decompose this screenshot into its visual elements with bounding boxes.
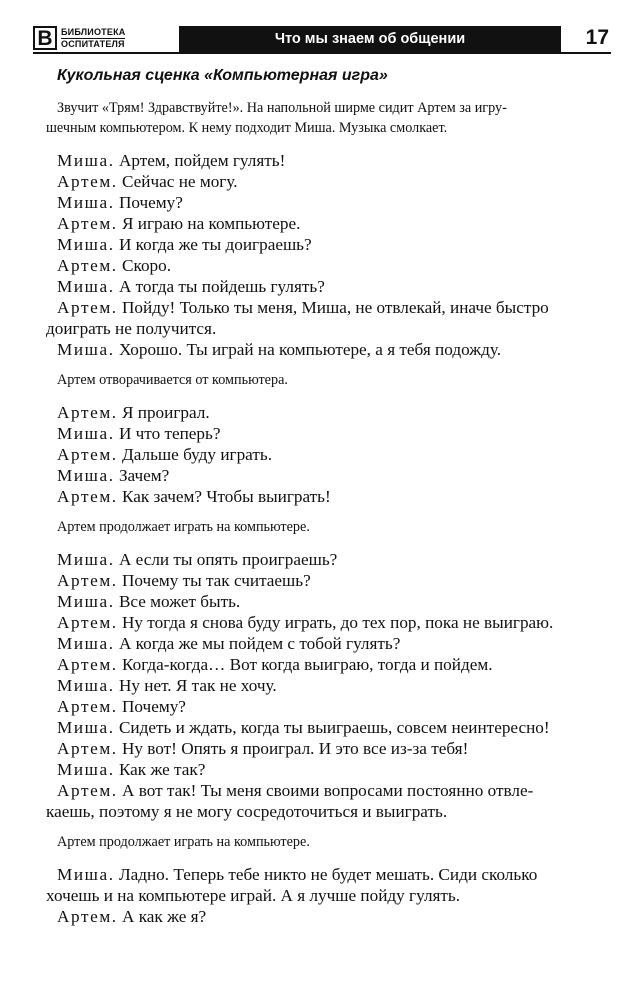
- speaker-name: Артем.: [57, 697, 118, 716]
- line-continuation: доиграть не получится.: [46, 319, 217, 338]
- line-text: Как зачем? Чтобы выиграть!: [117, 487, 331, 506]
- line-text: И когда же ты доиграешь?: [114, 235, 312, 254]
- line-text: Я проиграл.: [117, 403, 210, 422]
- speaker-name: Миша.: [57, 424, 115, 443]
- dialogue-line: [57, 465, 613, 486]
- dialogue-line: [57, 255, 613, 276]
- line-text: Дальше буду играть.: [117, 445, 272, 464]
- dialogue-line: [57, 612, 613, 633]
- line-text: Все может быть.: [114, 592, 241, 611]
- dialogue-block-2: [57, 402, 613, 507]
- chapter-title: Что мы знаем об общении: [274, 31, 466, 47]
- series-name: [61, 27, 125, 50]
- speaker-name: Артем.: [57, 655, 118, 674]
- line-text: Почему?: [117, 697, 186, 716]
- dialogue-line: [57, 171, 613, 192]
- dialogue-line: [46, 297, 613, 339]
- line-continuation: каешь, поэтому я не могу сосредоточиться и выиграть.: [46, 802, 448, 821]
- stage-direction: Артем отворачивается от компьютера.: [57, 372, 288, 388]
- dialogue-block-1: [46, 150, 613, 360]
- line-text: Ну нет. Я так не хочу.: [114, 676, 277, 695]
- dialogue-line: [57, 696, 613, 717]
- line-text: А когда же мы пойдем с тобой гулять?: [114, 634, 401, 653]
- dialogue-line: [57, 633, 613, 654]
- scene-title: Кукольная сценка «Компьютерная игра»: [57, 67, 388, 84]
- line-text: И что теперь?: [114, 424, 221, 443]
- speaker-name: Миша.: [57, 550, 115, 569]
- line-text: А как же я?: [117, 907, 207, 926]
- line-text: Когда-когда… Вот когда выиграю, тогда и пойдем.: [117, 655, 493, 674]
- scene-intro-line1: Звучит «Трям! Здравствуйте!». На напольной ширме сидит Артем за игру-: [57, 100, 507, 116]
- dialogue-line: [57, 234, 613, 255]
- line-text: Хорошо. Ты играй на компьютере, а я тебя подожду.: [114, 340, 502, 359]
- dialogue-line: [46, 864, 613, 906]
- logo-letter: В: [37, 26, 53, 50]
- dialogue-line: [57, 402, 613, 423]
- speaker-name: Миша.: [57, 592, 115, 611]
- speaker-name: Артем.: [57, 445, 118, 464]
- speaker-name: Миша.: [57, 865, 115, 884]
- speaker-name: Миша.: [57, 718, 115, 737]
- speaker-name: Артем.: [57, 256, 118, 275]
- line-text: Ладно. Теперь тебе никто не будет мешать. Сиди сколько: [114, 865, 538, 884]
- chapter-title-bar: [179, 26, 561, 52]
- dialogue-line: [46, 780, 613, 822]
- scene-intro-line2: шечным компьютером. К нему подходит Миша. Музыка смолкает.: [46, 120, 448, 136]
- speaker-name: Миша.: [57, 235, 115, 254]
- line-text: Зачем?: [114, 466, 170, 485]
- dialogue-line: [57, 738, 613, 759]
- series-name-line2: ОСПИТАТЕЛЯ: [61, 39, 125, 49]
- speaker-name: Миша.: [57, 277, 115, 296]
- dialogue-line: [57, 213, 613, 234]
- dialogue-line: [57, 339, 613, 360]
- line-text: Ну тогда я снова буду играть, до тех пор, пока не выиграю.: [117, 613, 554, 632]
- speaker-name: Миша.: [57, 466, 115, 485]
- stage-direction: Артем продолжает играть на компьютере.: [57, 519, 310, 535]
- line-text: Сейчас не могу.: [117, 172, 238, 191]
- dialogue-line: [57, 486, 613, 507]
- line-text: Сидеть и ждать, когда ты выиграешь, совсем неинтересно!: [114, 718, 550, 737]
- speaker-name: Миша.: [57, 193, 115, 212]
- speaker-name: Артем.: [57, 298, 118, 317]
- dialogue-line: [57, 150, 613, 171]
- speaker-name: Миша.: [57, 760, 115, 779]
- page-number: 17: [585, 26, 609, 49]
- speaker-name: Артем.: [57, 214, 118, 233]
- dialogue-line: [57, 759, 613, 780]
- speaker-name: Артем.: [57, 172, 118, 191]
- line-text: Как же так?: [114, 760, 206, 779]
- speaker-name: Артем.: [57, 907, 118, 926]
- dialogue-line: [57, 570, 613, 591]
- line-text: Артем, пойдем гулять!: [114, 151, 286, 170]
- speaker-name: Артем.: [57, 613, 118, 632]
- dialogue-line: [57, 717, 613, 738]
- line-text: Почему?: [114, 193, 183, 212]
- line-text: А если ты опять проиграешь?: [114, 550, 338, 569]
- line-text: Почему ты так считаешь?: [117, 571, 311, 590]
- line-text: А вот так! Ты меня своими вопросами постоянно отвле-: [117, 781, 534, 800]
- series-name-line1: БИБЛИОТЕКА: [61, 27, 126, 37]
- line-text: А тогда ты пойдешь гулять?: [114, 277, 325, 296]
- scene-intro: [46, 98, 613, 138]
- line-text: Ну вот! Опять я проиграл. И это все из-за тебя!: [117, 739, 469, 758]
- line-text: Скоро.: [117, 256, 172, 275]
- dialogue-line: [57, 591, 613, 612]
- line-continuation: хочешь и на компьютере играй. А я лучше пойду гулять.: [46, 886, 461, 905]
- speaker-name: Артем.: [57, 739, 118, 758]
- dialogue-line: [57, 444, 613, 465]
- speaker-name: Миша.: [57, 676, 115, 695]
- dialogue-line: [57, 906, 613, 927]
- speaker-name: Миша.: [57, 151, 115, 170]
- dialogue-line: [57, 654, 613, 675]
- speaker-name: Артем.: [57, 487, 118, 506]
- dialogue-line: [57, 549, 613, 570]
- line-text: Я играю на компьютере.: [117, 214, 301, 233]
- stage-direction: Артем продолжает играть на компьютере.: [57, 834, 310, 850]
- dialogue-line: [57, 675, 613, 696]
- speaker-name: Миша.: [57, 634, 115, 653]
- dialogue-line: [57, 192, 613, 213]
- speaker-name: Артем.: [57, 571, 118, 590]
- series-logo-icon: [33, 26, 57, 50]
- dialogue-block-3: [46, 549, 613, 822]
- dialogue-line: [57, 276, 613, 297]
- page-header: [33, 26, 611, 54]
- dialogue-line: [57, 423, 613, 444]
- line-text: Пойду! Только ты меня, Миша, не отвлекай, иначе быстро: [117, 298, 549, 317]
- speaker-name: Миша.: [57, 340, 115, 359]
- dialogue-block-4: [46, 864, 613, 927]
- speaker-name: Артем.: [57, 781, 118, 800]
- page-content: [46, 66, 613, 927]
- speaker-name: Артем.: [57, 403, 118, 422]
